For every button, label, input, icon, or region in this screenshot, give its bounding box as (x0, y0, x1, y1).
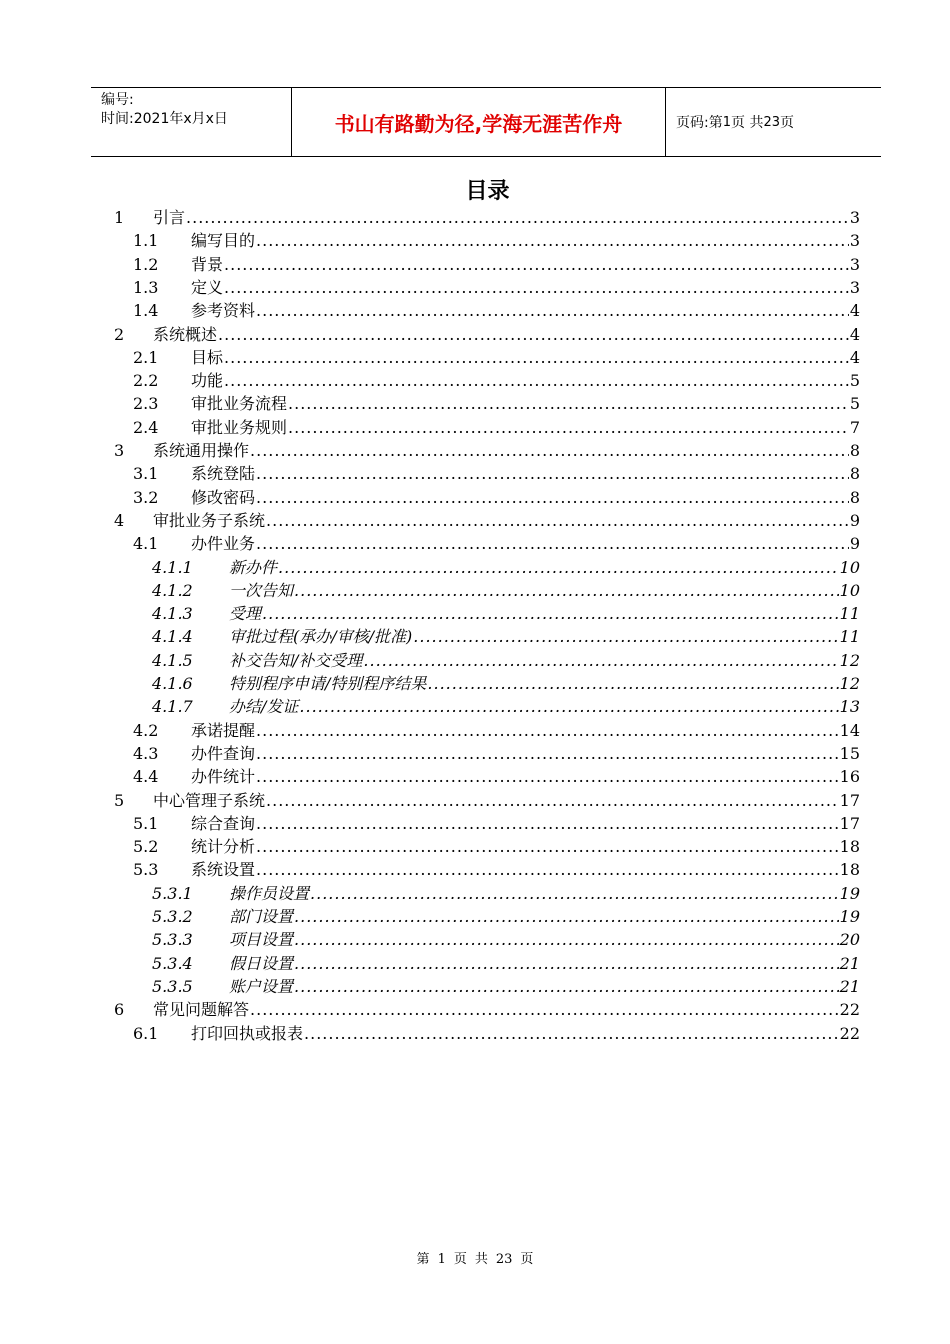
toc-entry-page: 11 (839, 627, 860, 647)
toc-entry[interactable] (133, 346, 860, 369)
toc-entry-title: 目标 (191, 347, 224, 367)
toc-dot-leader (256, 532, 849, 555)
footer-suf: 页 (520, 1252, 534, 1267)
toc-entry[interactable] (152, 928, 860, 951)
toc-entry-page: 21 (839, 976, 860, 996)
toc-entry[interactable] (114, 509, 860, 532)
toc-entry[interactable] (152, 556, 860, 579)
toc-entry[interactable] (152, 952, 860, 975)
toc-entry-title: 统计分析 (191, 837, 256, 857)
toc-entry[interactable] (133, 835, 860, 858)
toc-entry-title: 账户设置 (229, 976, 294, 996)
toc-entry-page: 17 (839, 790, 860, 810)
toc-dot-leader (288, 392, 849, 415)
toc-dot-leader (250, 439, 849, 462)
toc-entry-page: 10 (839, 557, 860, 577)
toc-entry-title: 假日设置 (229, 953, 294, 973)
toc-entry-number: 6 (114, 1000, 125, 1020)
toc-entry[interactable] (133, 253, 860, 276)
toc-entry-number: 4.3 (133, 743, 159, 763)
toc-entry-number: 1.2 (133, 254, 159, 274)
toc-dot-leader (224, 276, 849, 299)
toc-entry-number: 3.1 (133, 464, 159, 484)
toc-dot-leader (413, 625, 838, 648)
toc-entry-title: 办件统计 (191, 767, 256, 787)
toc-entry-number: 5.3.4 (152, 953, 193, 973)
toc-entry-title: 办件业务 (191, 534, 256, 554)
toc-entry-title: 审批业务流程 (191, 394, 288, 414)
toc-entry-page: 5 (849, 371, 860, 391)
toc-entry-title: 系统设置 (191, 860, 256, 880)
toc-entry[interactable] (133, 765, 860, 788)
toc-entry-page: 19 (839, 883, 860, 903)
toc-entry-page: 4 (849, 301, 860, 321)
toc-entry-title: 新办件 (229, 557, 278, 577)
toc-entry-title: 系统通用操作 (153, 441, 250, 460)
toc-entry-title: 特别程序申请/特别程序结果 (229, 674, 427, 693)
toc-title: 目录 (465, 179, 510, 204)
footer-pre: 第 (416, 1252, 430, 1267)
toc-entry-number: 4.1.7 (152, 697, 193, 717)
toc-entry-number: 2.2 (133, 371, 159, 391)
toc-entry-title: 审批过程(承办/审核/批准) (229, 627, 413, 647)
toc-entry-title: 承诺提醒 (191, 720, 256, 740)
toc-entry[interactable] (133, 229, 860, 252)
toc-entry-page: 10 (839, 580, 860, 600)
toc-dot-leader (256, 486, 849, 509)
page-current: 1 (722, 114, 731, 130)
footer-current: 1 (437, 1252, 446, 1267)
toc-dot-leader (218, 323, 849, 346)
toc-entry[interactable] (114, 323, 860, 346)
toc-dot-leader (299, 695, 838, 718)
toc-entry[interactable] (133, 462, 860, 485)
toc-entry-page: 11 (839, 604, 860, 624)
toc-entry-number: 4.1 (133, 534, 159, 554)
toc-entry-title: 编写目的 (191, 231, 256, 251)
toc-entry-page: 12 (839, 674, 860, 693)
toc-dot-leader (310, 882, 839, 905)
toc-dot-leader (224, 369, 849, 392)
toc-entry-title: 参考资料 (191, 301, 256, 321)
toc-dot-leader (224, 346, 849, 369)
toc-entry-title: 受理 (229, 604, 262, 624)
toc-entry-number: 4.1.4 (152, 627, 193, 647)
toc-entry-number: 5.3.1 (152, 883, 193, 903)
toc-entry[interactable] (114, 206, 860, 229)
toc-dot-leader (256, 719, 839, 742)
footer-mid2: 共 (474, 1252, 488, 1267)
toc-entry[interactable] (152, 882, 860, 905)
toc-entry-number: 1.4 (133, 301, 159, 321)
toc-entry-page: 9 (849, 510, 860, 530)
toc-entry-number: 5.3.2 (152, 907, 193, 926)
toc-entry-number: 5 (114, 790, 125, 810)
toc-entry-number: 5.3.5 (152, 976, 193, 996)
toc-entry[interactable] (152, 672, 860, 695)
page-header (91, 87, 881, 157)
toc-entry-number: 2 (114, 324, 125, 344)
toc-entry-title: 系统概述 (153, 324, 218, 344)
toc-entry-title: 引言 (153, 208, 186, 227)
toc-entry-number: 2.3 (133, 394, 159, 414)
toc-entry-page: 3 (849, 231, 860, 251)
toc-entry-title: 审批业务规则 (191, 417, 288, 437)
toc-dot-leader (186, 206, 849, 229)
toc-entry-page: 21 (839, 953, 860, 973)
toc-entry-number: 6.1 (133, 1023, 159, 1043)
toc-entry[interactable] (133, 1022, 860, 1045)
toc-entry-title: 办结/发证 (229, 697, 299, 717)
toc-entry-title: 功能 (191, 371, 224, 391)
serial-label: 编号: (101, 92, 134, 108)
toc-dot-leader (256, 765, 839, 788)
toc-dot-leader (294, 975, 839, 998)
toc-entry-number: 5.1 (133, 813, 159, 833)
toc-entry[interactable] (133, 299, 860, 322)
toc-entry-page: 13 (839, 697, 860, 717)
toc-entry[interactable] (152, 905, 860, 928)
toc-entry-page: 8 (849, 464, 860, 484)
toc-entry-page: 8 (849, 441, 860, 460)
toc-dot-leader (266, 789, 839, 812)
toc-entry-number: 5.3.3 (152, 930, 193, 950)
toc-entry-title: 打印回执或报表 (191, 1023, 304, 1043)
toc-entry-page: 22 (839, 1023, 860, 1043)
toc-entry-title: 综合查询 (191, 813, 256, 833)
toc-entry-number: 2.1 (133, 347, 159, 367)
toc-dot-leader (256, 812, 839, 835)
toc-dot-leader (427, 672, 838, 695)
toc-entry-page: 12 (839, 650, 860, 670)
toc-entry-page: 18 (839, 860, 860, 880)
toc-entry-number: 3 (114, 441, 125, 460)
toc-dot-leader (304, 1022, 839, 1045)
toc-dot-leader (256, 742, 839, 765)
toc-entry-number: 5.2 (133, 837, 159, 857)
toc-entry[interactable] (152, 602, 860, 625)
toc-dot-leader (288, 416, 849, 439)
toc-entry-page: 17 (839, 813, 860, 833)
toc-entry-title: 定义 (191, 277, 224, 297)
toc-dot-leader (256, 299, 849, 322)
toc-entry[interactable] (133, 532, 860, 555)
toc-entry-page: 16 (839, 767, 860, 787)
toc-dot-leader (256, 858, 839, 881)
toc-entry[interactable] (133, 486, 860, 509)
toc-entry-title: 操作员设置 (229, 883, 310, 903)
toc-entry-title: 修改密码 (191, 487, 256, 507)
toc-entry[interactable] (152, 625, 860, 648)
toc-entry-number: 4.1.1 (152, 557, 193, 577)
toc-entry-title: 部门设置 (229, 907, 294, 926)
toc-entry-title: 中心管理子系统 (153, 790, 266, 810)
page-footer (0, 1248, 950, 1267)
header-motto: 书山有路勤为径,学海无涯苦作舟 (292, 88, 666, 156)
toc-entry-number: 4.1.2 (152, 580, 193, 600)
toc-entry[interactable] (133, 742, 860, 765)
toc-entry-title: 补交告知/补交受理 (229, 650, 363, 670)
toc-entry[interactable] (133, 812, 860, 835)
toc-dot-leader (224, 253, 849, 276)
footer-total: 23 (495, 1252, 513, 1267)
toc-entry-number: 5.3 (133, 860, 159, 880)
time-label: 时间:2021年x月x日 (101, 111, 228, 127)
toc-entry-page: 4 (849, 347, 860, 367)
toc-entry-number: 3.2 (133, 487, 159, 507)
toc-entry-number: 4.2 (133, 720, 159, 740)
toc-entry-title: 办件查询 (191, 743, 256, 763)
toc-entry[interactable] (114, 789, 860, 812)
toc-dot-leader (294, 952, 839, 975)
toc-dot-leader (278, 556, 839, 579)
toc-entry-number: 4.4 (133, 767, 159, 787)
toc-entry-page: 18 (839, 837, 860, 857)
toc-entry-page: 4 (849, 324, 860, 344)
toc-entry[interactable] (133, 392, 860, 415)
toc-entry-page: 14 (839, 720, 860, 740)
header-meta-cell (91, 88, 292, 156)
toc-dot-leader (294, 579, 839, 602)
toc-entry-page: 3 (849, 208, 860, 227)
toc-entry[interactable] (152, 579, 860, 602)
toc-dot-leader (262, 602, 839, 625)
toc-entry-number: 1.1 (133, 231, 159, 251)
toc-entry-number: 4.1.5 (152, 650, 193, 670)
toc-entry[interactable] (133, 369, 860, 392)
toc-entry-page: 22 (839, 1000, 860, 1020)
toc-dot-leader (294, 905, 839, 928)
toc-entry[interactable] (152, 975, 860, 998)
toc-entry-page: 3 (849, 277, 860, 297)
toc-entry[interactable] (114, 998, 860, 1021)
page-prefix: 页码:第 (676, 115, 723, 131)
toc-entry-page: 7 (849, 417, 860, 437)
toc-entry[interactable] (133, 416, 860, 439)
toc-entry-number: 1 (114, 208, 125, 227)
toc-entry[interactable] (133, 276, 860, 299)
toc-dot-leader (294, 928, 839, 951)
toc-entry[interactable] (152, 695, 860, 718)
toc-entry-page: 9 (849, 534, 860, 554)
toc-entry-page: 19 (839, 907, 860, 926)
page-mid: 页 共 (731, 115, 764, 131)
toc-entry-page: 20 (839, 930, 860, 950)
toc-entry-number: 1.3 (133, 277, 159, 297)
footer-mid1: 页 (453, 1252, 467, 1267)
toc-entry[interactable] (133, 858, 860, 881)
toc-entry-number: 2.4 (133, 417, 159, 437)
toc-entry-number: 4 (114, 510, 125, 530)
toc-entry-number: 4.1.6 (152, 674, 193, 693)
toc-dot-leader (256, 835, 839, 858)
toc-dot-leader (256, 229, 849, 252)
toc-entry-title: 常见问题解答 (153, 1000, 250, 1020)
toc-dot-leader (250, 998, 839, 1021)
toc-entry[interactable] (133, 719, 860, 742)
toc-entry-page: 8 (849, 487, 860, 507)
page-total: 23 (763, 114, 780, 130)
toc-dot-leader (363, 649, 838, 672)
toc-dot-leader (266, 509, 849, 532)
toc-entry-title: 项目设置 (229, 930, 294, 950)
toc-entry-number: 4.1.3 (152, 604, 193, 624)
header-page-info (666, 88, 881, 156)
toc-entry-title: 审批业务子系统 (153, 510, 266, 530)
toc-entry-page: 15 (839, 743, 860, 763)
toc-entry-title: 系统登陆 (191, 464, 256, 484)
page-suffix: 页 (780, 115, 794, 131)
toc-entry[interactable] (114, 439, 860, 462)
toc-entry-title: 一次告知 (229, 580, 294, 600)
toc-entry[interactable] (152, 649, 860, 672)
toc-dot-leader (256, 462, 849, 485)
toc-entry-page: 5 (849, 394, 860, 414)
toc-entry-title: 背景 (191, 254, 224, 274)
toc-entry-page: 3 (849, 254, 860, 274)
